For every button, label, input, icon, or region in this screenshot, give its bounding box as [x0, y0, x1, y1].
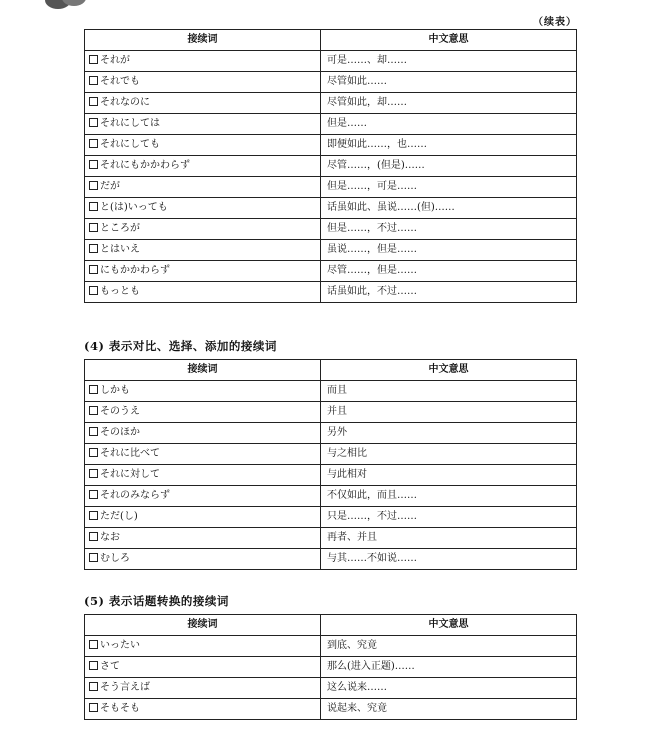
conjunction-cell — [85, 465, 321, 486]
table-row — [85, 444, 577, 465]
conjunction-text: とはいえ — [100, 244, 140, 255]
conjunction-text: それでも — [100, 76, 140, 87]
table-row — [85, 177, 577, 198]
section-4-heading: (4) 表示对比、选择、添加的接续词 — [84, 339, 277, 353]
conjunction-text: ところが — [100, 223, 140, 234]
conjunction-text: さて — [100, 661, 120, 672]
table-body — [85, 51, 577, 303]
table-row — [85, 549, 577, 570]
conjunction-text: それにもかかわらず — [100, 160, 190, 171]
meaning-cell: 到底、究竟 — [321, 636, 577, 657]
checkbox-icon — [89, 427, 98, 436]
conjunction-cell — [85, 678, 321, 699]
checkbox-icon — [89, 682, 98, 691]
checkbox-icon — [89, 406, 98, 415]
meaning-cell: 再者、并且 — [321, 528, 577, 549]
conjunction-cell — [85, 261, 321, 282]
table-row — [85, 699, 577, 720]
meaning-cell: 并且 — [321, 402, 577, 423]
meaning-cell: 这么说来…… — [321, 678, 577, 699]
meaning-cell: 那么(进入正题)…… — [321, 657, 577, 678]
table-row — [85, 381, 577, 402]
conjunction-text: そもそも — [100, 703, 140, 714]
table-row — [85, 51, 577, 72]
checkbox-icon — [89, 55, 98, 64]
conjunction-cell — [85, 699, 321, 720]
checkbox-icon — [89, 181, 98, 190]
conjunction-text: そう言えば — [100, 682, 150, 693]
table-row — [85, 198, 577, 219]
checkbox-icon — [89, 244, 98, 253]
table-row — [85, 219, 577, 240]
checkbox-icon — [89, 139, 98, 148]
conjunction-cell — [85, 549, 321, 570]
meaning-cell: 只是……，不过…… — [321, 507, 577, 528]
conjunction-cell — [85, 381, 321, 402]
conjunction-cell — [85, 72, 321, 93]
meaning-cell: 说起来、究竟 — [321, 699, 577, 720]
conjunction-text: だが — [100, 181, 120, 192]
conjunction-text: なお — [100, 532, 120, 543]
meaning-cell: 与之相比 — [321, 444, 577, 465]
section-5-heading: (5) 表示话题转换的接续词 — [84, 594, 229, 608]
meaning-cell: 虽说……，但是…… — [321, 240, 577, 261]
checkbox-icon — [89, 703, 98, 712]
conjunction-cell — [85, 177, 321, 198]
checkbox-icon — [89, 385, 98, 394]
checkbox-icon — [89, 640, 98, 649]
meaning-cell: 而且 — [321, 381, 577, 402]
table-header-row — [85, 360, 577, 381]
table-row — [85, 261, 577, 282]
table-row — [85, 423, 577, 444]
table-row — [85, 528, 577, 549]
checkbox-icon — [89, 76, 98, 85]
table-row — [85, 636, 577, 657]
conjunction-text: それに比べて — [100, 448, 160, 459]
conjunction-text: それにしては — [100, 118, 160, 129]
checkbox-icon — [89, 532, 98, 541]
table-row — [85, 678, 577, 699]
meaning-cell: 但是…… — [321, 114, 577, 135]
meaning-cell: 即便如此……，也…… — [321, 135, 577, 156]
table-row — [85, 486, 577, 507]
table-body — [85, 636, 577, 720]
conjunction-cell — [85, 486, 321, 507]
conjunction-cell — [85, 198, 321, 219]
checkbox-icon — [89, 469, 98, 478]
conjunction-text: もっとも — [100, 286, 140, 297]
conjunction-text: いったい — [100, 640, 140, 651]
table-row — [85, 135, 577, 156]
table-row — [85, 657, 577, 678]
header-conjunction: 接续词 — [85, 615, 321, 636]
table-row — [85, 282, 577, 303]
checkbox-icon — [89, 223, 98, 232]
table-body — [85, 381, 577, 570]
conjunction-cell — [85, 444, 321, 465]
conjunction-text: にもかかわらず — [100, 265, 170, 276]
table-row — [85, 507, 577, 528]
checkbox-icon — [89, 118, 98, 127]
conjunction-text: ただ(し) — [100, 511, 138, 522]
meaning-cell: 话虽如此，不过…… — [321, 282, 577, 303]
conjunction-cell — [85, 93, 321, 114]
meaning-cell: 尽管……，但是…… — [321, 261, 577, 282]
conjunction-cell — [85, 240, 321, 261]
checkbox-icon — [89, 286, 98, 295]
meaning-cell: 可是……、却…… — [321, 51, 577, 72]
conjunction-cell — [85, 282, 321, 303]
meaning-cell: 尽管如此，却…… — [321, 93, 577, 114]
conjunction-cell — [85, 156, 321, 177]
table-row — [85, 465, 577, 486]
table-row — [85, 156, 577, 177]
conjunction-text: それに対して — [100, 469, 160, 480]
table-row — [85, 72, 577, 93]
meaning-cell: 尽管如此…… — [321, 72, 577, 93]
checkbox-icon — [89, 448, 98, 457]
header-meaning: 中文意思 — [321, 360, 577, 381]
meaning-cell: 与此相对 — [321, 465, 577, 486]
conjunction-cell — [85, 528, 321, 549]
meaning-cell: 但是……，可是…… — [321, 177, 577, 198]
conjunction-text: むしろ — [100, 553, 130, 564]
conjunction-text: そのほか — [100, 427, 140, 438]
table-header-row — [85, 615, 577, 636]
conjunction-cell — [85, 135, 321, 156]
table-continued — [84, 29, 577, 303]
conjunction-text: しかも — [100, 385, 130, 396]
table-header-row — [85, 30, 577, 51]
header-meaning: 中文意思 — [321, 30, 577, 51]
checkbox-icon — [89, 490, 98, 499]
continuation-label: （续表） — [533, 17, 577, 28]
header-meaning: 中文意思 — [321, 615, 577, 636]
conjunction-cell — [85, 114, 321, 135]
table-row — [85, 114, 577, 135]
checkbox-icon — [89, 553, 98, 562]
table-section-4 — [84, 359, 577, 570]
conjunction-text: それのみならず — [100, 490, 170, 501]
meaning-cell: 与其……不如说…… — [321, 549, 577, 570]
corner-decoration — [44, 0, 96, 10]
conjunction-text: それなのに — [100, 97, 150, 108]
conjunction-text: それにしても — [100, 139, 160, 150]
checkbox-icon — [89, 97, 98, 106]
meaning-cell: 但是……，不过…… — [321, 219, 577, 240]
checkbox-icon — [89, 511, 98, 520]
conjunction-cell — [85, 636, 321, 657]
table-row — [85, 240, 577, 261]
checkbox-icon — [89, 202, 98, 211]
checkbox-icon — [89, 160, 98, 169]
conjunction-cell — [85, 219, 321, 240]
conjunction-cell — [85, 507, 321, 528]
header-conjunction: 接续词 — [85, 360, 321, 381]
header-conjunction: 接续词 — [85, 30, 321, 51]
table-section-5 — [84, 614, 577, 720]
meaning-cell: 另外 — [321, 423, 577, 444]
conjunction-cell — [85, 423, 321, 444]
conjunction-cell — [85, 402, 321, 423]
table-row — [85, 402, 577, 423]
meaning-cell: 不仅如此，而且…… — [321, 486, 577, 507]
checkbox-icon — [89, 661, 98, 670]
conjunction-text: そのうえ — [100, 406, 140, 417]
conjunction-text: それが — [100, 55, 130, 66]
conjunction-cell — [85, 657, 321, 678]
conjunction-text: と(は)いっても — [100, 202, 168, 213]
table-row — [85, 93, 577, 114]
checkbox-icon — [89, 265, 98, 274]
meaning-cell: 话虽如此、虽说……(但)…… — [321, 198, 577, 219]
conjunction-cell — [85, 51, 321, 72]
meaning-cell: 尽管……，(但是)…… — [321, 156, 577, 177]
